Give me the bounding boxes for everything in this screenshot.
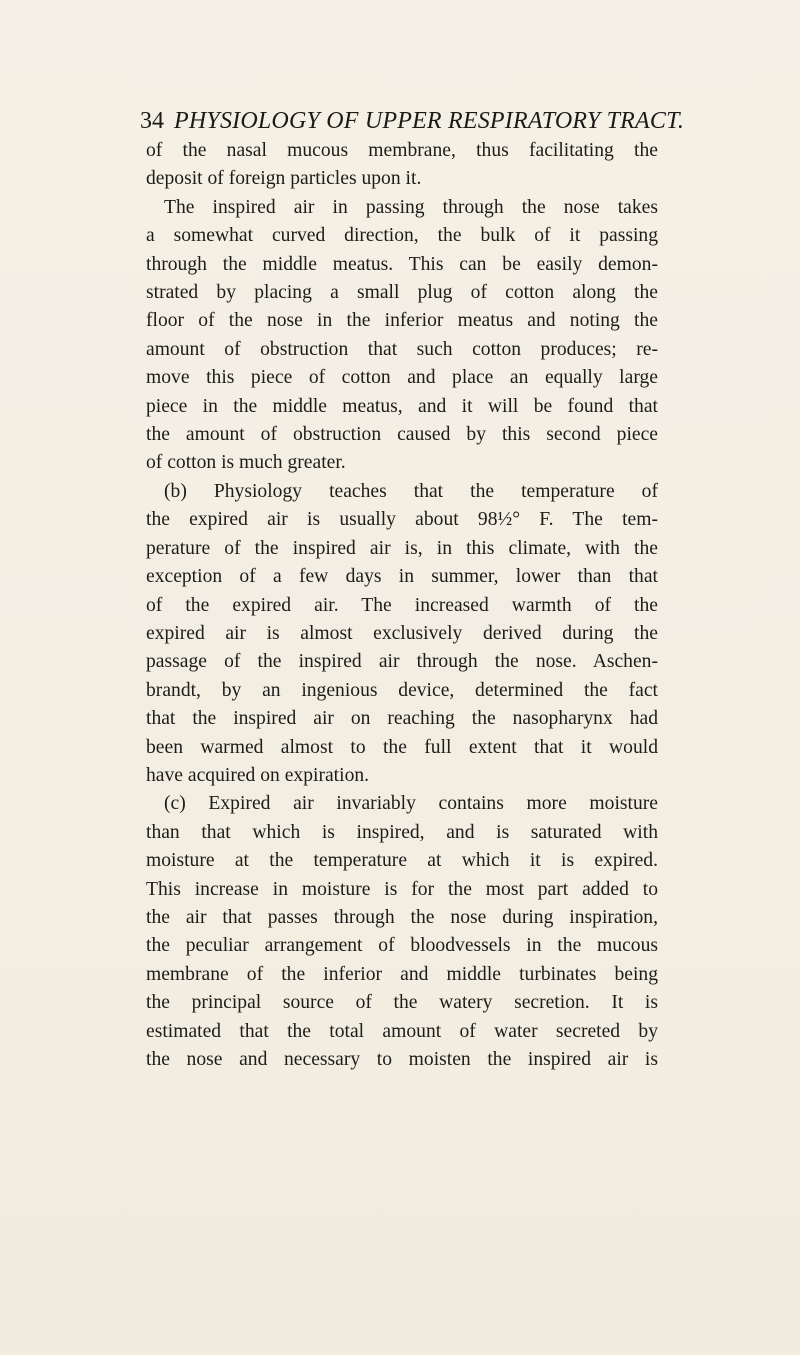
running-head [140,104,700,138]
text-line: a somewhat curved direction, the bulk of it passing [146,225,658,247]
running-title: PHYSIOLOGY OF UPPER RESPIRATORY TRACT. [174,108,685,134]
text-line: piece in the middle meatus, and it will be found that [146,395,658,417]
text-line: the nose and necessary to moisten the inspired air is [146,1049,658,1070]
text-line: of cotton is much greater. [146,452,346,474]
text-line: floor of the nose in the inferior meatus and noting the [146,310,658,332]
text-line: The inspired air in passing through the nose takes [164,196,658,218]
text-line: perature of the inspired air is, in this climate, with the [146,537,658,559]
text-line: expired air is almost exclusively derived during the [146,622,658,644]
text-line: the air that passes through the nose during inspiration, [146,906,658,928]
page-number: 34 [140,108,164,134]
text-line: the amount of obstruction caused by this second piece [146,424,658,446]
text-line: move this piece of cotton and place an equally large [146,367,658,389]
text-line: the principal source of the watery secretion. It is [146,992,658,1014]
body-text [146,137,658,1074]
text-line: than that which is inspired, and is saturated with [146,821,658,843]
text-line: that the inspired air on reaching the nasopharynx had [146,708,658,730]
text-line: of the nasal mucous membrane, thus facilitating the [146,140,658,161]
text-line: exception of a few days in summer, lower than that [146,566,658,588]
text-line: passage of the inspired air through the nose. Aschen- [146,651,658,673]
text-line: amount of obstruction that such cotton produces; re- [146,338,658,360]
text-line: estimated that the total amount of water secreted by [146,1020,658,1042]
text-line: membrane of the inferior and middle turbinates being [146,963,658,985]
text-line: the peculiar arrangement of bloodvessels in the mucous [146,935,658,957]
text-line: deposit of foreign particles upon it. [146,168,422,190]
text-line: have acquired on expiration. [146,764,370,786]
text-line: the expired air is usually about 98½° F. The tem- [146,509,658,531]
text-line: of the expired air. The increased warmth of the [146,594,658,616]
text-line: This increase in moisture is for the most part added to [146,878,658,900]
text-line: strated by placing a small plug of cotton along the [146,282,658,304]
text-line: brandt, by an ingenious device, determined the fact [146,679,658,701]
text-line: through the middle meatus. This can be easily demon- [146,253,658,275]
text-line: (b) Physiology teaches that the temperature of [164,480,658,502]
text-line: (c) Expired air invariably contains more moisture [164,793,658,815]
text-line: moisture at the temperature at which it is expired. [146,850,658,872]
text-line: been warmed almost to the full extent that it would [146,736,658,758]
